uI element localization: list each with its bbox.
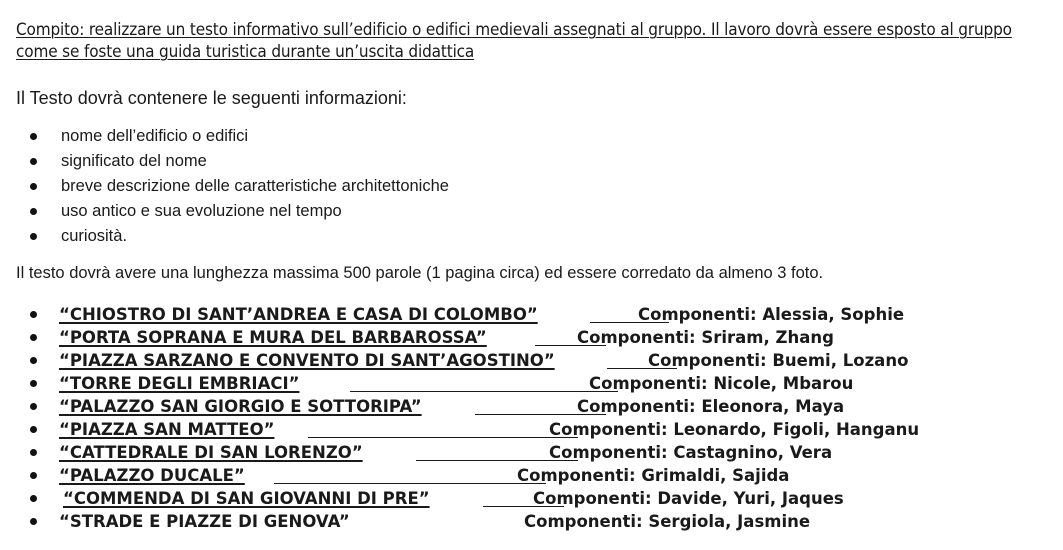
list-item (30, 224, 449, 249)
requirements-list (30, 124, 449, 249)
fill-line (274, 483, 546, 484)
bullet-icon (30, 233, 37, 240)
site-name: “CHIOSTRO DI SANT’ANDREA E CASA DI COLOMBO” (59, 305, 538, 324)
bullet-icon (30, 403, 37, 410)
fill-line (308, 437, 578, 438)
site-name: “STRADE E PIAZZE DI GENOVA” (59, 512, 350, 531)
site-name: “TORRE DEGLI EMBRIACI” (59, 374, 300, 393)
bullet-icon (30, 133, 37, 140)
requirement-text: curiosità. (61, 227, 128, 245)
requirement-text: significato del nome (61, 152, 207, 170)
requirement-text: breve descrizione delle caratteristiche architettoniche (61, 177, 449, 195)
requirement-text: nome dell’edificio o edifici (61, 127, 249, 145)
group-members: Componenti: Davide, Yuri, Jaques (533, 489, 844, 508)
bullet-icon (30, 311, 37, 318)
site-name: “PALAZZO DUCALE” (59, 466, 245, 485)
site-name: “PORTA SOPRANA E MURA DEL BARBAROSSA” (59, 328, 487, 347)
bullet-icon (30, 208, 37, 215)
group-members: Componenti: Sergiola, Jasmine (524, 512, 811, 531)
list-item (30, 199, 449, 224)
group-members: Componenti: Grimaldi, Sajida (517, 466, 790, 485)
fill-line (350, 391, 618, 392)
length-note: Il testo dovrà avere una lunghezza massima 500 parole (1 pagina circa) ed essere corredato da almeno 3 foto. (16, 264, 824, 282)
bullet-icon (30, 158, 37, 165)
list-item (30, 174, 449, 199)
task-heading: Compito: realizzare un testo informativo sull’edificio o edifici medievali assegnati al gruppo. Il lavoro dovrà essere esposto al gruppo come se foste una guida turistica durante un’uscita didattica (16, 20, 1012, 62)
group-members: Componenti: Nicole, Mbarou (589, 374, 854, 393)
group-members: Componenti: Alessia, Sophie (638, 305, 905, 324)
bullet-icon (30, 334, 37, 341)
site-name: “CATTEDRALE DI SAN LORENZO” (59, 443, 363, 462)
requirement-text: uso antico e sua evoluzione nel tempo (61, 202, 342, 220)
requirements-intro: Il Testo dovrà contenere le seguenti informazioni: (16, 88, 407, 108)
bullet-icon (30, 449, 37, 456)
group-members: Componenti: Castagnino, Vera (549, 443, 833, 462)
bullet-icon (30, 472, 37, 479)
group-members: Componenti: Leonardo, Figoli, Hanganu (549, 420, 920, 439)
site-name: “COMMENDA DI SAN GIOVANNI DI PRE” (63, 489, 430, 508)
bullet-icon (30, 495, 37, 502)
bullet-icon (30, 426, 37, 433)
bullet-icon (30, 183, 37, 190)
site-name: “PIAZZA SAN MATTEO” (59, 420, 275, 439)
list-item (30, 149, 449, 174)
list-item (30, 124, 449, 149)
site-name: “PALAZZO SAN GIORGIO E SOTTORIPA” (59, 397, 422, 416)
bullet-icon (30, 357, 37, 364)
group-members: Componenti: Eleonora, Maya (577, 397, 845, 416)
group-members: Componenti: Sriram, Zhang (577, 328, 834, 347)
site-name: “PIAZZA SARZANO E CONVENTO DI SANT’AGOSTINO” (59, 351, 555, 370)
bullet-icon (30, 380, 37, 387)
group-members: Componenti: Buemi, Lozano (648, 351, 909, 370)
bullet-icon (30, 518, 37, 525)
